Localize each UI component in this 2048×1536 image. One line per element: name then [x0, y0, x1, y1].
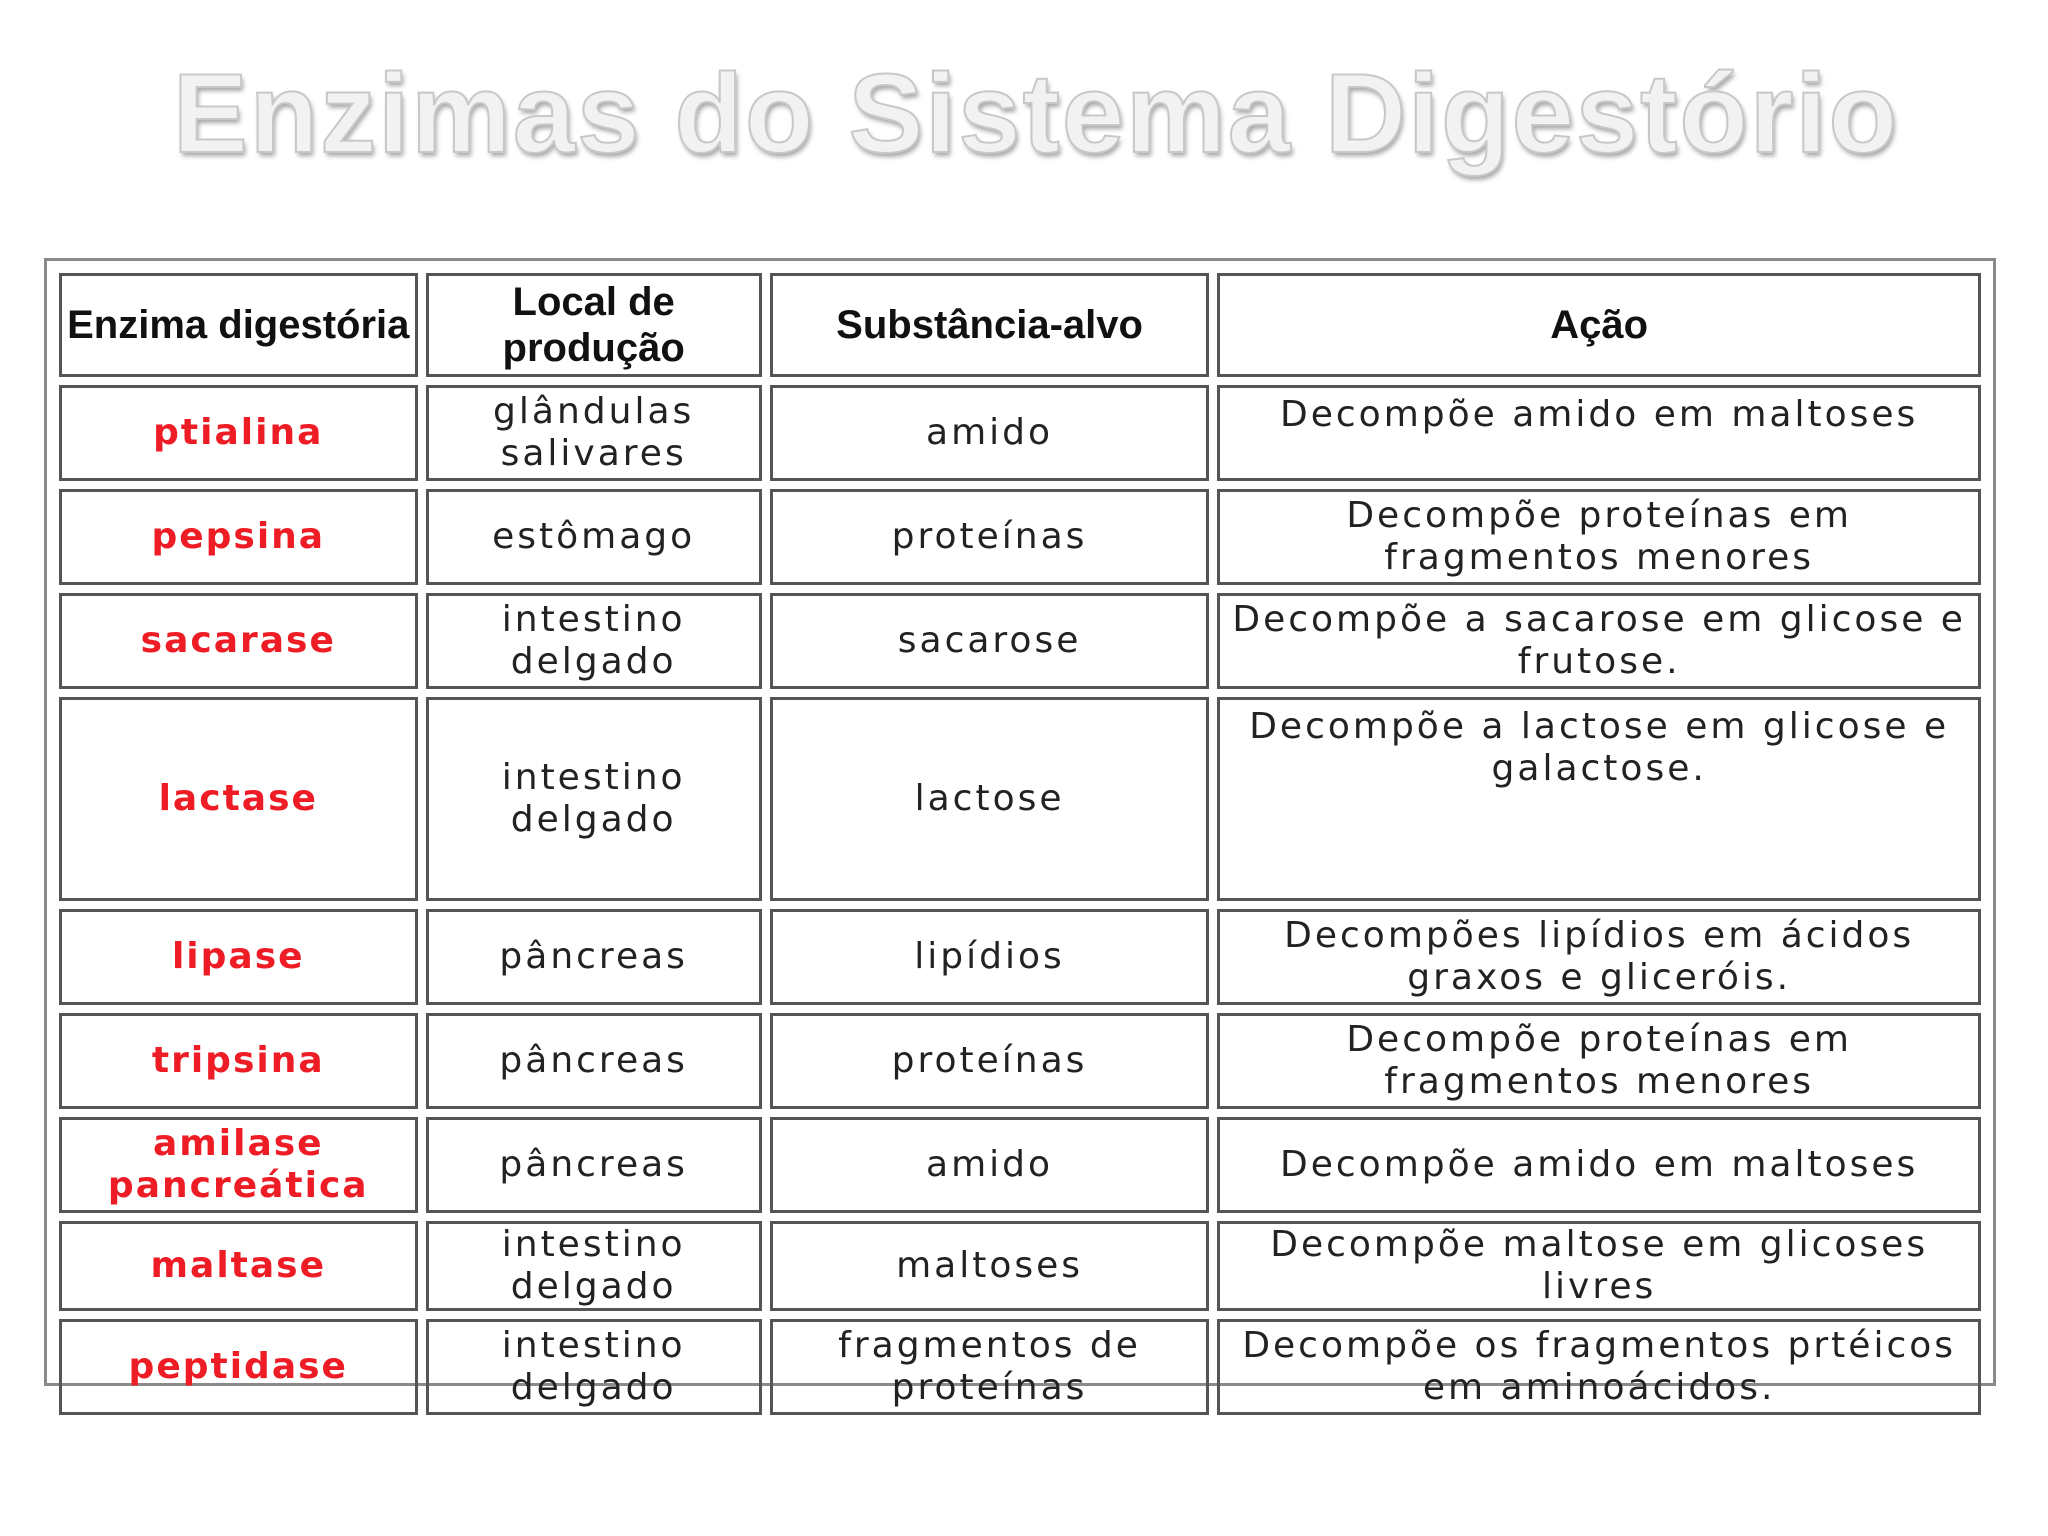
enzyme-table-frame [44, 258, 1996, 1408]
enzyme-cell: tripsina [59, 1013, 418, 1109]
local-cell: intestino delgado [426, 697, 762, 901]
local-cell: estômago [426, 489, 762, 585]
enzyme-cell: lactase [59, 697, 418, 901]
enzyme-cell: lipase [59, 909, 418, 1005]
substance-cell: lactose [770, 697, 1210, 901]
action-cell: Decompões lipídios em ácidos graxos e gliceróis. [1217, 909, 1981, 1005]
local-cell: intestino delgado [426, 1319, 762, 1415]
header-local: Local de produção [426, 273, 762, 377]
substance-cell: maltoses [770, 1221, 1210, 1311]
table-header-row [59, 273, 1981, 377]
action-cell: Decompõe amido em maltoses [1217, 385, 1981, 481]
action-cell: Decompõe proteínas em fragmentos menores [1217, 489, 1981, 585]
substance-cell: fragmentos de proteínas [770, 1319, 1210, 1415]
page-title: Enzimas do Sistema Digestório [173, 51, 1899, 176]
local-cell: intestino delgado [426, 1221, 762, 1311]
local-cell: glândulas salivares [426, 385, 762, 481]
local-cell: pâncreas [426, 1117, 762, 1213]
substance-cell: amido [770, 1117, 1210, 1213]
header-substance: Substância-alvo [770, 273, 1210, 377]
action-cell: Decompõe os fragmentos prtéicos em aminoácidos. [1217, 1319, 1981, 1415]
action-cell: Decompõe proteínas em fragmentos menores [1217, 1013, 1981, 1109]
table-row [59, 1013, 1981, 1109]
enzyme-cell: peptidase [59, 1319, 418, 1415]
enzyme-cell: pepsina [59, 489, 418, 585]
substance-cell: proteínas [770, 489, 1210, 585]
header-action: Ação [1217, 273, 1981, 377]
substance-cell: lipídios [770, 909, 1210, 1005]
table-row [59, 385, 1981, 481]
local-cell: pâncreas [426, 1013, 762, 1109]
enzyme-cell: ptialina [59, 385, 418, 481]
table-row [59, 1319, 1981, 1415]
table-row [59, 697, 1981, 901]
enzyme-cell: sacarase [59, 593, 418, 689]
substance-cell: amido [770, 385, 1210, 481]
substance-cell: sacarose [770, 593, 1210, 689]
table-row [59, 1221, 1981, 1311]
table-row [59, 593, 1981, 689]
action-cell: Decompõe a lactose em glicose e galactose. [1217, 697, 1981, 901]
enzyme-cell: maltase [59, 1221, 418, 1311]
action-cell: Decompõe a sacarose em glicose e frutose. [1217, 593, 1981, 689]
local-cell: intestino delgado [426, 593, 762, 689]
table-row [59, 909, 1981, 1005]
local-cell: pâncreas [426, 909, 762, 1005]
action-cell: Decompõe maltose em glicoses livres [1217, 1221, 1981, 1311]
action-cell: Decompõe amido em maltoses [1217, 1117, 1981, 1213]
substance-cell: proteínas [770, 1013, 1210, 1109]
table-row [59, 1117, 1981, 1213]
enzyme-cell: amilase pancreática [59, 1117, 418, 1213]
enzyme-table [51, 265, 1989, 1423]
header-enzyme: Enzima digestória [59, 273, 418, 377]
table-row [59, 489, 1981, 585]
